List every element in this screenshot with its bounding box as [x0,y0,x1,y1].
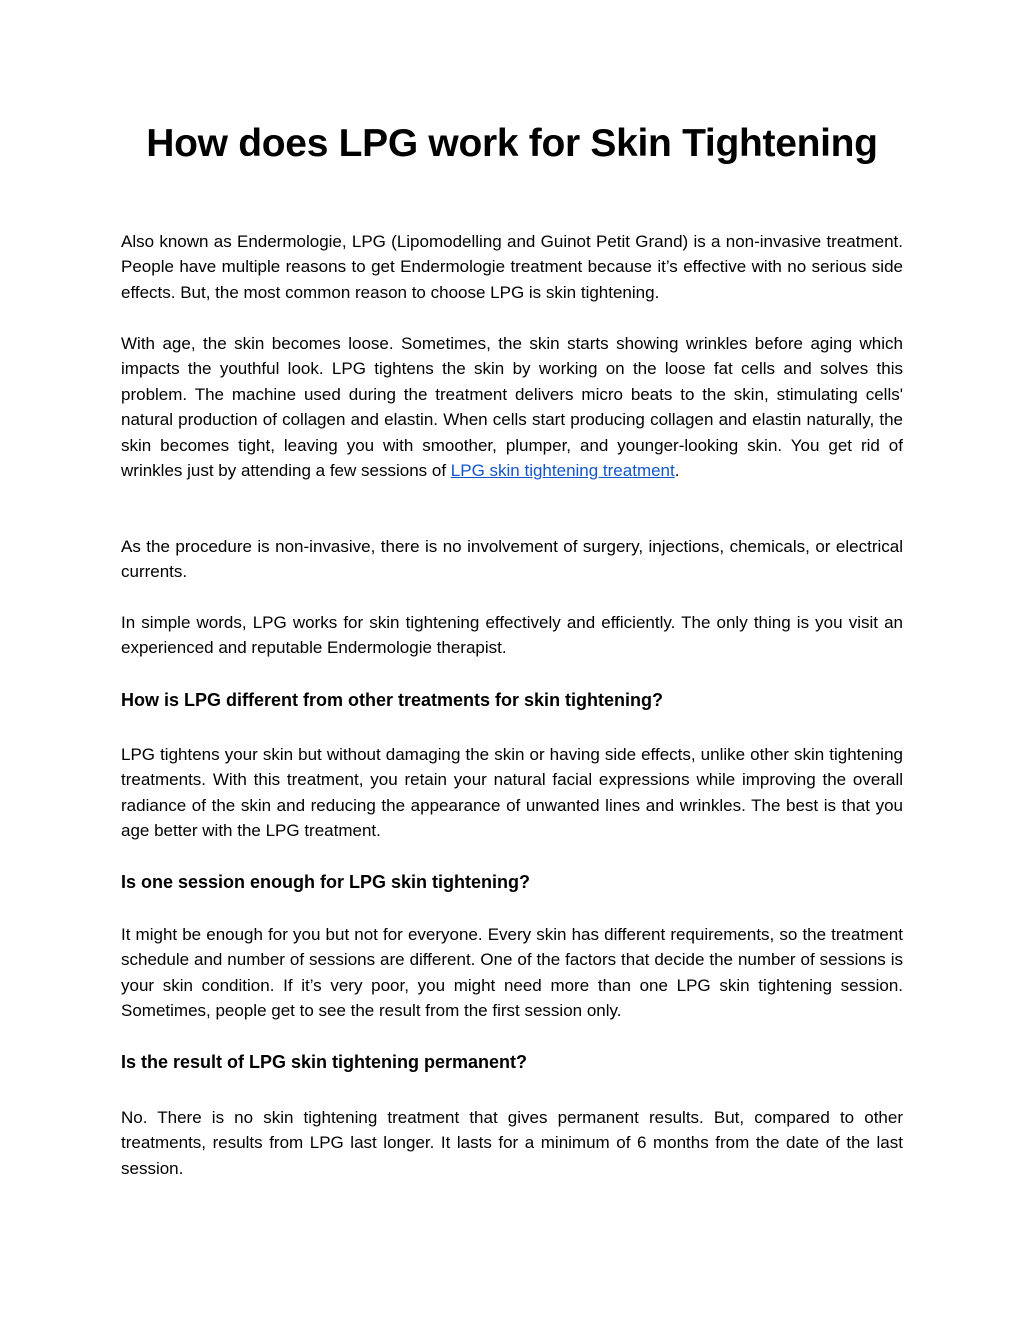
aging-paragraph [121,331,903,483]
section-heading-difference: How is LPG different from other treatments for skin tightening? [121,690,664,710]
aging-paragraph-text: With age, the skin becomes loose. Sometimes, the skin starts showing wrinkles before aging which impacts the youthful look. LPG tightens the skin by working on the loose fat cells and solves this problem. The machine used during the treatment delivers micro beats to the skin, stimulating cells' natural production of collagen and elastin. When cells start producing collagen and elastin naturally, the skin becomes tight, leaving you with smoother, plumper, and younger-looking skin. You get rid of wrinkles just by attending a few sessions of [121,334,903,481]
noninvasive-paragraph: As the procedure is non-invasive, there is no involvement of surgery, injections, chemicals, or electrical currents. [121,537,903,582]
lpg-skin-tightening-link[interactable]: LPG skin tightening treatment [450,461,675,481]
intro-paragraph: Also known as Endermologie, LPG (Lipomodelling and Guinot Petit Grand) is a non-invasive treatment. People have multiple reasons to get Endermologie treatment because it’s effective with no serious side effects. But, the most common reason to choose LPG is skin tightening. [121,232,903,302]
aging-paragraph-end: . [674,461,680,481]
section-body-difference: LPG tightens your skin but without damaging the skin or having side effects, unlike other skin tightening treatments. With this treatment, you retain your natural facial expressions while improving the overall radiance of the skin and reducing the appearance of unwanted lines and wrinkles. The best is that you age better with the LPG treatment. [121,745,903,841]
simple-words-paragraph: In simple words, LPG works for skin tightening effectively and efficiently. The only thing is you visit an experienced and reputable Endermologie therapist. [121,613,903,658]
section-body-sessions: It might be enough for you but not for everyone. Every skin has different requirements, so the treatment schedule and number of sessions are different. One of the factors that decide the number of sessions is your skin condition. If it’s very poor, you might need more than one LPG skin tightening session. Sometimes, people get to see the result from the first session only. [121,925,903,1021]
section-heading-sessions: Is one session enough for LPG skin tightening? [121,872,531,892]
section-body-permanent: No. There is no skin tightening treatment that gives permanent results. But, compared to other treatments, results from LPG last longer. It lasts for a minimum of 6 months from the date of the last session. [121,1108,903,1178]
page-title: How does LPG work for Skin Tightening [146,122,878,165]
section-heading-permanent: Is the result of LPG skin tightening permanent? [121,1052,528,1072]
